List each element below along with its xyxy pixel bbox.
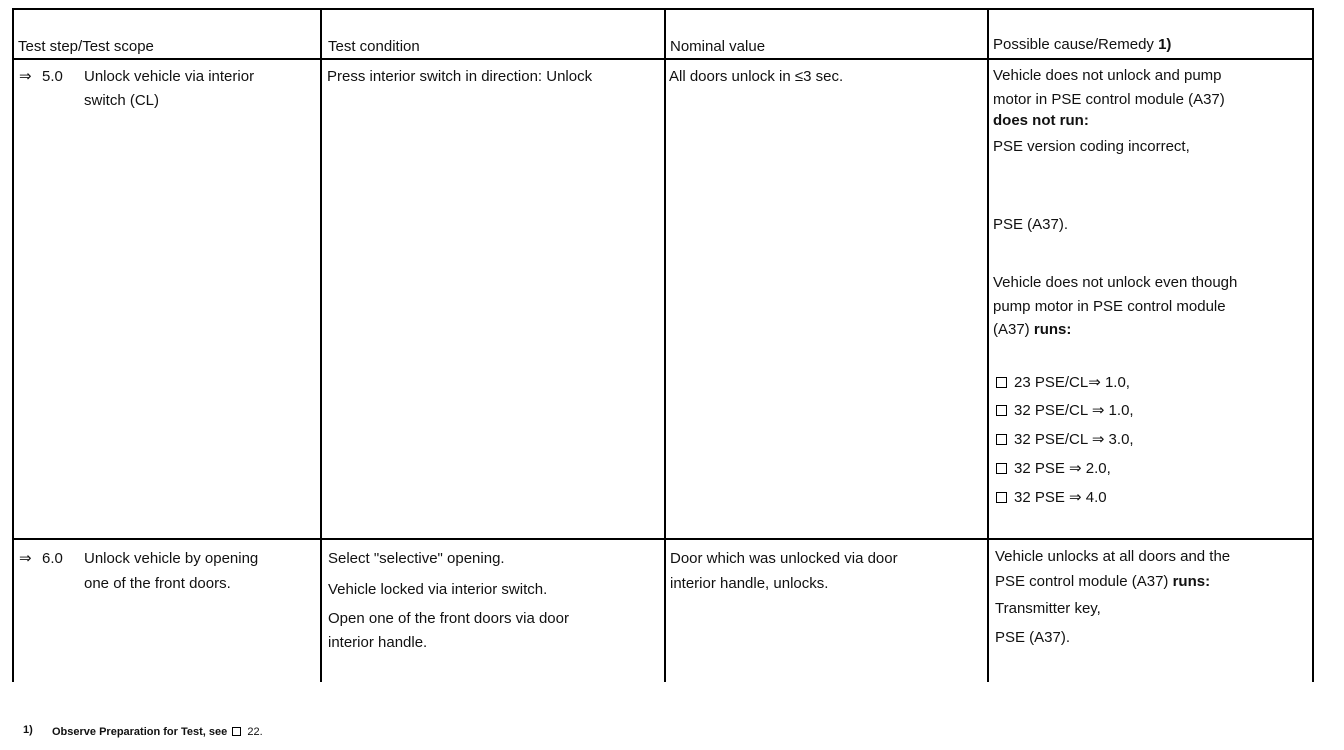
reference-link[interactable]	[996, 399, 1134, 423]
reference-label: 32 PSE ⇒ 4.0	[1014, 489, 1107, 506]
table-border-top	[12, 8, 1314, 10]
header-possible-cause	[993, 33, 1171, 57]
step-6-cause-module: PSE control module (A37)	[995, 573, 1169, 590]
header-nominal-value: Nominal value	[670, 38, 766, 55]
step-6-cause-bold: runs:	[1172, 573, 1211, 590]
step-6-condition-3a: Open one of the front doors via door	[328, 610, 569, 627]
reference-box-icon	[996, 492, 1007, 503]
step-5-nominal: All doors unlock in ≤3 sec.	[669, 68, 844, 85]
footnote-mark-text: 1)	[23, 724, 33, 736]
column-divider-1	[320, 8, 322, 682]
reference-box-icon	[996, 463, 1007, 474]
table-border-right	[1312, 8, 1314, 682]
reference-box-icon	[996, 405, 1007, 416]
step-5-cause-a-bold-text: does not run:	[993, 112, 1089, 129]
step-5-condition: Press interior switch in direction: Unlock	[327, 68, 593, 85]
table-border-left	[12, 8, 14, 682]
header-divider	[12, 58, 1314, 60]
step-5-cause-b-line1: Vehicle does not unlock even though	[993, 274, 1238, 291]
reference-link[interactable]	[996, 457, 1111, 481]
footnote-box-icon[interactable]	[232, 727, 241, 736]
step-5-scope-line2: switch (CL)	[84, 92, 160, 109]
step-5-cause-b-module: (A37)	[993, 321, 1030, 338]
header-test-condition: Test condition	[328, 38, 420, 55]
step-6-remedy-1: Transmitter key,	[995, 600, 1101, 617]
step-6-cause-line2	[995, 570, 1210, 594]
row-divider	[12, 538, 1314, 540]
column-divider-3	[987, 8, 989, 682]
footnote-mark	[23, 724, 33, 736]
step-5-cause-a-part: PSE (A37).	[993, 216, 1069, 233]
reference-label: 32 PSE ⇒ 2.0,	[1014, 460, 1111, 477]
step-5-cause-a-remedy: PSE version coding incorrect,	[993, 138, 1190, 155]
reference-link[interactable]	[996, 428, 1134, 452]
reference-link[interactable]	[996, 371, 1130, 395]
header-cause-label: Possible cause/Remedy	[993, 36, 1154, 53]
step-6-scope-line1: Unlock vehicle by opening	[84, 550, 259, 567]
step-6-scope-line2: one of the front doors.	[84, 575, 231, 592]
reference-box-icon	[996, 434, 1007, 445]
step-5-cause-a-bold	[993, 109, 1089, 133]
step-6-number: 6.0	[42, 550, 63, 567]
step-6-nominal-line2: interior handle, unlocks.	[670, 575, 829, 592]
step-6-arrow: ⇒	[19, 550, 32, 567]
column-divider-2	[664, 8, 666, 682]
header-test-step: Test step/Test scope	[18, 38, 154, 55]
step-6-condition-1: Select "selective" opening.	[328, 550, 505, 567]
header-footnote-mark: 1)	[1158, 36, 1172, 53]
step-5-cause-b-line2: pump motor in PSE control module	[993, 298, 1226, 315]
step-6-condition-2: Vehicle locked via interior switch.	[328, 581, 548, 598]
footnote-ref[interactable]: 22.	[247, 726, 263, 738]
footnote-text: Observe Preparation for Test, see	[52, 726, 228, 738]
step-5-arrow: ⇒	[19, 68, 32, 85]
step-6-nominal-line1: Door which was unlocked via door	[670, 550, 898, 567]
step-5-cause-a-line1: Vehicle does not unlock and pump	[993, 67, 1222, 84]
step-5-cause-b-bold: runs:	[1033, 321, 1072, 338]
step-5-number: 5.0	[42, 68, 63, 85]
reference-label: 32 PSE/CL ⇒ 3.0,	[1014, 431, 1134, 448]
reference-label: 32 PSE/CL ⇒ 1.0,	[1014, 402, 1134, 419]
step-6-condition-3b: interior handle.	[328, 634, 428, 651]
reference-label: 23 PSE/CL⇒ 1.0,	[1014, 374, 1130, 391]
step-5-scope-line1: Unlock vehicle via interior	[84, 68, 255, 85]
footnote	[52, 726, 263, 738]
reference-link[interactable]	[996, 486, 1107, 510]
step-5-cause-b-line3	[993, 318, 1071, 342]
step-5-cause-a-line2: motor in PSE control module (A37)	[993, 91, 1225, 108]
step-6-remedy-2: PSE (A37).	[995, 629, 1071, 646]
step-6-cause-line1: Vehicle unlocks at all doors and the	[995, 548, 1231, 565]
reference-box-icon	[996, 377, 1007, 388]
